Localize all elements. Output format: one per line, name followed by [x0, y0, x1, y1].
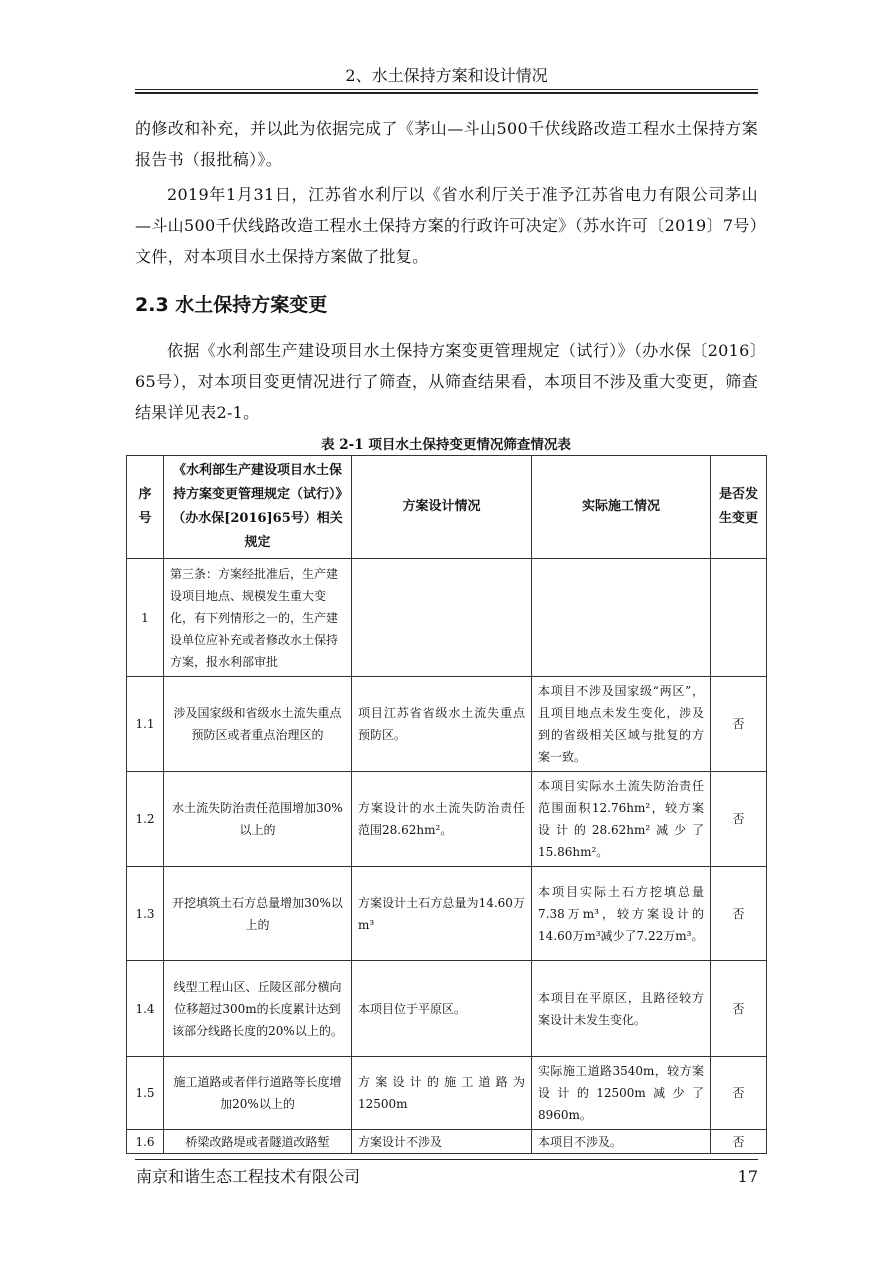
cell-changed: 否 — [711, 961, 767, 1057]
header-rule — [135, 89, 758, 90]
cell-changed: 否 — [711, 867, 767, 961]
table-row — [127, 772, 767, 867]
cell-actual: 本项目不涉及。 — [532, 1130, 711, 1154]
running-header: 2、水土保持方案和设计情况 — [345, 66, 548, 85]
cell-rule: 施工道路或者伴行道路等长度增加20%以上的 — [164, 1057, 352, 1130]
cell-plan: 方案设计不涉及 — [352, 1130, 532, 1154]
cell-changed: 否 — [711, 1057, 767, 1130]
intro-text — [135, 113, 758, 272]
cell-actual — [532, 559, 711, 677]
cell-actual: 本项目在平原区，且路径较方案设计未发生变化。 — [532, 961, 711, 1057]
footer-company: 南京和谐生态工程技术有限公司 — [136, 1167, 361, 1186]
table-row — [127, 1130, 767, 1154]
cell-no: 1.6 — [127, 1130, 164, 1154]
paragraph-approval: 2019年1月31日，江苏省水利厅以《省水利厅关于准予江苏省电力有限公司茅山—斗山500千伏线路改造工程水土保持方案的行政许可决定》（苏水许可〔2019〕7号）文件，对本项目水土保持方案做了批复。 — [135, 185, 758, 266]
header-rule-thick — [135, 92, 758, 94]
cell-rule: 桥梁改路堤或者隧道改路堑 — [164, 1130, 352, 1154]
table-header-row — [127, 456, 767, 559]
cell-actual: 本项目实际水土流失防治责任范围面积12.76hm²，较方案设计的28.62hm²减少了15.86hm²。 — [532, 772, 711, 867]
cell-rule: 开挖填筑土石方总量增加30%以上的 — [164, 867, 352, 961]
header-changed: 是否发生变更 — [711, 456, 767, 559]
section-text — [135, 335, 758, 428]
header-rule: 《水利部生产建设项目水土保持方案变更管理规定（试行）》（办水保[2016]65号）相关规定 — [164, 456, 352, 559]
cell-no: 1.1 — [127, 677, 164, 772]
cell-actual: 本项目不涉及国家级“两区”，且项目地点未发生变化，涉及到的省级相关区域与批复的方案一致。 — [532, 677, 711, 772]
cell-no: 1.4 — [127, 961, 164, 1057]
table-row — [127, 867, 767, 961]
table-caption: 表 2-1 项目水土保持变更情况筛查情况表 — [321, 437, 571, 453]
paragraph-continued: 的修改和补充，并以此为依据完成了《茅山—斗山500千伏线路改造工程水土保持方案报告书（报批稿）》。 — [135, 119, 758, 169]
cell-changed — [711, 559, 767, 677]
cell-changed: 否 — [711, 677, 767, 772]
section-heading: 2.3 水土保持方案变更 — [135, 294, 328, 316]
cell-rule: 涉及国家级和省级水土流失重点预防区或者重点治理区的 — [164, 677, 352, 772]
page-number: 17 — [737, 1167, 758, 1186]
table-row — [127, 559, 767, 677]
header-actual: 实际施工情况 — [532, 456, 711, 559]
header-plan: 方案设计情况 — [352, 456, 532, 559]
cell-plan: 本项目位于平原区。 — [352, 961, 532, 1057]
paragraph-screening: 依据《水利部生产建设项目水土保持方案变更管理规定（试行）》（办水保〔2016〕65号），对本项目变更情况进行了筛查，从筛查结果看，本项目不涉及重大变更，筛查结果详见表2-1。 — [135, 341, 758, 422]
cell-rule: 水土流失防治责任范围增加30%以上的 — [164, 772, 352, 867]
cell-no: 1.2 — [127, 772, 164, 867]
cell-no: 1.5 — [127, 1057, 164, 1130]
cell-changed: 否 — [711, 772, 767, 867]
cell-plan: 方案设计土石方总量为14.60万m³ — [352, 867, 532, 961]
table-row — [127, 961, 767, 1057]
footer-rule — [135, 1159, 758, 1160]
table-row — [127, 677, 767, 772]
cell-plan: 方案设计的施工道路为12500m — [352, 1057, 532, 1130]
table-row — [127, 1057, 767, 1130]
cell-no: 1 — [127, 559, 164, 677]
cell-rule: 第三条：方案经批准后，生产建设项目地点、规模发生重大变化，有下列情形之一的，生产建设单位应补充或者修改水土保持方案，报水利部审批 — [164, 559, 352, 677]
cell-actual: 实际施工道路3540m，较方案设计的12500m减少了8960m。 — [532, 1057, 711, 1130]
cell-plan: 项目江苏省省级水土流失重点预防区。 — [352, 677, 532, 772]
cell-no: 1.3 — [127, 867, 164, 961]
change-screening-table — [126, 455, 767, 1154]
cell-plan — [352, 559, 532, 677]
cell-actual: 本项目实际土石方挖填总量7.38万m³，较方案设计的14.60万m³减少了7.22万m³。 — [532, 867, 711, 961]
cell-rule: 线型工程山区、丘陵区部分横向位移超过300m的长度累计达到该部分线路长度的20%以上的。 — [164, 961, 352, 1057]
cell-plan: 方案设计的水土流失防治责任范围28.62hm²。 — [352, 772, 532, 867]
header-no: 序号 — [127, 456, 164, 559]
cell-changed: 否 — [711, 1130, 767, 1154]
